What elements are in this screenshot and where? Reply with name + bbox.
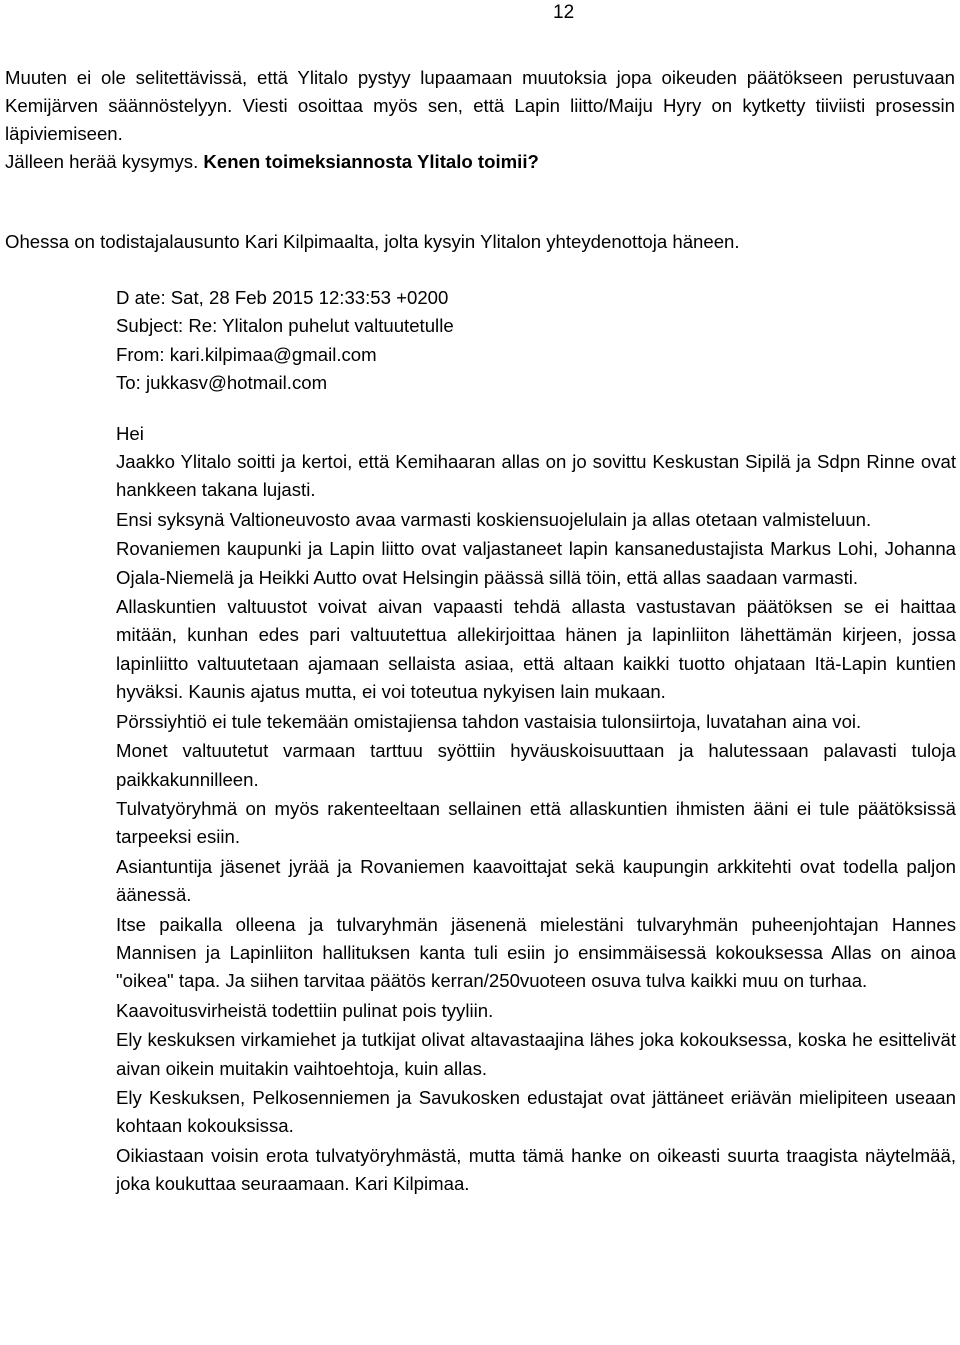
email-paragraph: Itse paikalla olleena ja tulvaryhmän jäsenenä mielestäni tulvaryhmän puheenjohtajan Hannes Mannisen ja Lapinliiton hallituksen kanta tuli esiin jo ensimmäisessä kokouksessa Allas on ainoa "oikea" tapa. Ja siihen tarvitaa päätös kerran/250vuoteen osuva tulva kaikki muu on turhaa.: [116, 913, 956, 992]
email-block: [116, 284, 956, 1200]
intro-paragraph: Muuten ei ole selitettävissä, että Ylitalo pystyy lupaamaan muutoksia jopa oikeuden päätökseen perustuvaan Kemijärven säännöstelyyn. Viesti osoittaa myös sen, että Lapin liitto/Maiju Hyry on kytketty tiiviisti prosessin läpiviemiseen.: [5, 67, 955, 144]
question-prefix: Jälleen herää kysymys.: [5, 151, 204, 172]
email-paragraph: Tulvatyöryhmä on myös rakenteeltaan sellainen että allaskuntien ihmisten ääni ei tule päätöksissä tarpeeksi esiin.: [116, 797, 956, 848]
email-date: D ate: Sat, 28 Feb 2015 12:33:53 +0200: [116, 287, 449, 308]
lead-sentence: Ohessa on todistajalausunto Kari Kilpimaalta, jolta kysyin Ylitalon yhteydenottoja häneen.: [5, 231, 740, 252]
email-paragraph: Ely Keskuksen, Pelkosenniemen ja Savukosken edustajat ovat jättäneet eriävän mielipiteen useaan kohtaan kokouksissa.: [116, 1086, 956, 1137]
email-paragraph: Allaskuntien valtuustot voivat aivan vapaasti tehdä allasta vastustavan päätöksen se ei haittaa mitään, kunhan edes pari valtuutettua allekirjoittaa hänen ja lapinliiton lähettämän kirjeen, jossa lapinliitto valtuutetaan ajamaan sellaista asiaa, että altaan kaikki tuotto ohjataan Itä-Lapin kuntien hyväksi. Kaunis ajatus mutta, ei voi toteutua nykyisen lain mukaan.: [116, 596, 956, 703]
email-subject: Subject: Re: Ylitalon puhelut valtuutetulle: [116, 315, 454, 337]
email-paragraph: Oikiastaan voisin erota tulvatyöryhmästä, mutta tämä hanke on oikeasti suurta traagista näytelmää, joka koukuttaa seuraamaan. Kari Kilpimaa.: [116, 1144, 956, 1195]
email-paragraph: Ensi syksynä Valtioneuvosto avaa varmasti koskiensuojelulain ja allas otetaan valmisteluun.: [116, 508, 872, 530]
email-to: To: jukkasv@hotmail.com: [116, 372, 328, 394]
question-bold: Kenen toimeksiannosta Ylitalo toimii?: [203, 151, 539, 172]
email-paragraph: Rovaniemen kaupunki ja Lapin liitto ovat valjastaneet lapin kansanedustajista Markus Lohi, Johanna Ojala-Niemelä ja Heikki Autto ovat Helsingin päässä sillä töin, että allas saadaan varmasti.: [116, 538, 956, 588]
email-greeting: Hei: [116, 422, 144, 444]
email-paragraph: Jaakko Ylitalo soitti ja kertoi, että Kemihaaran allas on jo sovittu Keskustan Sipilä ja Sdpn Rinne ovat hankkeen takana lujasti.: [116, 451, 956, 501]
email-paragraph: Pörssiyhtiö ei tule tekemään omistajiensa tahdon vastaisia tulonsiirtoja, luvatahan aina voi.: [116, 710, 862, 732]
email-paragraph: Kaavoitusvirheistä todettiin pulinat pois tyyliin.: [116, 999, 494, 1021]
page-number: 12: [553, 2, 575, 23]
email-paragraph: Monet valtuutetut varmaan tarttuu syöttiin hyväuskoisuuttaan ja halutessaan palavasti tuloja paikkakunnilleen.: [116, 740, 956, 790]
intro-section: [5, 64, 955, 176]
email-paragraph: Ely keskuksen virkamiehet ja tutkijat olivat altavastaajina lähes joka kokouksessa, koska he esittelivät aivan oikein muitakin vaihtoehtoja, kuin allas.: [116, 1029, 956, 1079]
email-paragraph: Asiantuntija jäsenet jyrää ja Rovaniemen kaavoittajat sekä kaupungin arkkitehti ovat todella paljon äänessä.: [116, 855, 956, 906]
email-from: From: kari.kilpimaa@gmail.com: [116, 343, 377, 365]
question-line: [5, 148, 955, 176]
